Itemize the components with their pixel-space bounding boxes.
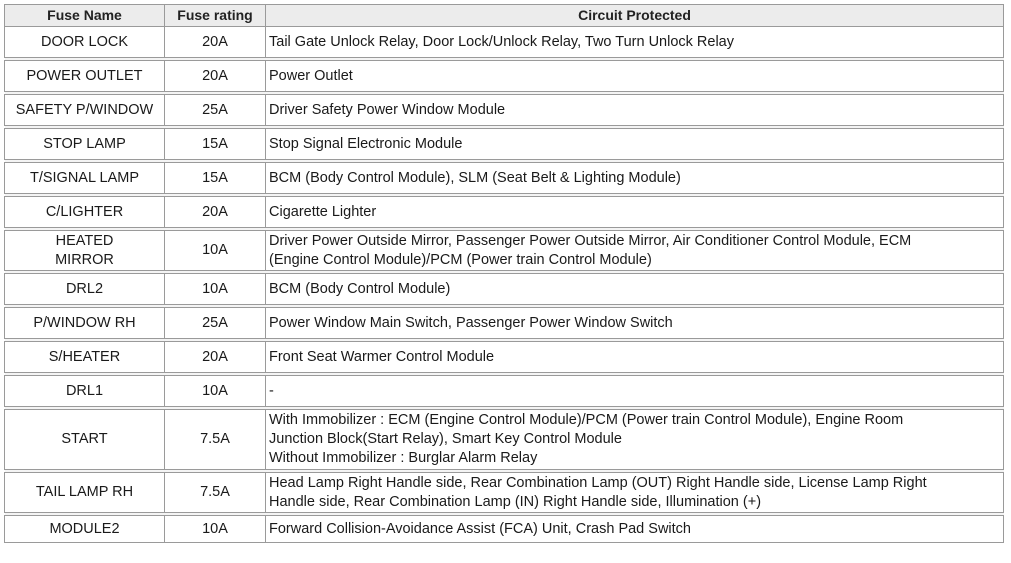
fuse-name-cell	[5, 95, 165, 126]
table-body	[5, 27, 1004, 543]
circuit-line-text: Power Outlet	[269, 67, 353, 84]
circuit-line-text: Stop Signal Electronic Module	[269, 135, 463, 152]
table-row	[5, 274, 1004, 305]
circuit-line-text: Driver Safety Power Window Module	[269, 101, 506, 118]
table-row	[5, 197, 1004, 228]
circuit-protected-cell	[266, 163, 1004, 194]
fuse-rating-cell: 25A	[165, 95, 266, 126]
table-row	[5, 376, 1004, 407]
header-circuit-protected: Circuit Protected	[266, 5, 1004, 27]
fuse-name-text: S/HEATER	[48, 348, 121, 365]
fuse-rating-cell: 20A	[165, 27, 266, 58]
fuse-name-cell	[5, 129, 165, 160]
circuit-line-text: Cigarette Lighter	[269, 203, 377, 220]
circuit-protected-cell	[266, 95, 1004, 126]
fuse-name-cell	[5, 197, 165, 228]
fuse-rating-cell: 20A	[165, 197, 266, 228]
fuse-name-text: T/SIGNAL LAMP	[29, 169, 140, 186]
fuse-name-cell	[5, 376, 165, 407]
circuit-line-text: Power Window Main Switch, Passenger Power Window Switch	[269, 314, 673, 331]
fuse-rating-cell: 10A	[165, 376, 266, 407]
table-row	[5, 61, 1004, 92]
circuit-protected-cell	[266, 516, 1004, 543]
header-fuse-name: Fuse Name	[5, 5, 165, 27]
circuit-line-text: Junction Block(Start Relay), Smart Key Control Module	[269, 431, 622, 447]
circuit-protected-cell	[266, 197, 1004, 228]
fuse-name-text: TAIL LAMP RH	[35, 484, 134, 500]
fuse-name-cell	[5, 308, 165, 339]
circuit-line-text: Handle side, Rear Combination Lamp (IN) Right Handle side, Illumination (+)	[269, 493, 762, 510]
fuse-rating-cell: 10A	[165, 274, 266, 305]
fuse-name-text: POWER OUTLET	[26, 67, 143, 84]
table-row	[5, 27, 1004, 58]
fuse-name-cell	[5, 410, 165, 470]
table-row	[5, 473, 1004, 513]
fuse-name-text: STOP LAMP	[43, 135, 126, 152]
header-row	[5, 5, 1004, 27]
circuit-protected-cell	[266, 376, 1004, 407]
circuit-line-text: Driver Power Outside Mirror, Passenger Power Outside Mirror, Air Conditioner Control Module, ECM	[269, 232, 912, 249]
table-row	[5, 342, 1004, 373]
circuit-protected-cell	[266, 27, 1004, 58]
circuit-line-text: Without Immobilizer : Burglar Alarm Relay	[269, 450, 538, 466]
circuit-line-text: Forward Collision-Avoidance Assist (FCA) Unit, Crash Pad Switch	[269, 520, 691, 537]
fuse-name-cell	[5, 473, 165, 513]
circuit-protected-cell	[266, 410, 1004, 470]
header-fuse-rating: Fuse rating	[165, 5, 266, 27]
table-row	[5, 163, 1004, 194]
fuse-name-text: START	[61, 431, 108, 447]
fuse-name-cell	[5, 274, 165, 305]
fuse-rating-cell: 7.5A	[165, 473, 266, 513]
fuse-name-cell	[5, 231, 165, 271]
table-header	[5, 5, 1004, 27]
circuit-protected-cell	[266, 61, 1004, 92]
circuit-line-text: Tail Gate Unlock Relay, Door Lock/Unlock Relay, Two Turn Unlock Relay	[269, 33, 734, 50]
table-row	[5, 129, 1004, 160]
circuit-protected-cell	[266, 308, 1004, 339]
fuse-name-cell	[5, 61, 165, 92]
circuit-protected-cell	[266, 129, 1004, 160]
fuse-rating-cell: 15A	[165, 163, 266, 194]
circuit-protected-cell	[266, 342, 1004, 373]
circuit-line-text: Head Lamp Right Handle side, Rear Combination Lamp (OUT) Right Handle side, License Lamp Right	[269, 474, 927, 491]
circuit-protected-cell	[266, 274, 1004, 305]
fuse-rating-cell: 15A	[165, 129, 266, 160]
circuit-protected-cell	[266, 473, 1004, 513]
circuit-line-text: BCM (Body Control Module)	[269, 280, 451, 297]
fuse-name-text: P/WINDOW RH	[33, 314, 136, 331]
fuse-rating-cell: 10A	[165, 516, 266, 543]
circuit-line-text: With Immobilizer : ECM (Engine Control Module)/PCM (Power train Control Module), Engine Room	[269, 412, 904, 428]
table-row	[5, 410, 1004, 470]
fuse-rating-cell: 20A	[165, 342, 266, 373]
fuse-name-cell	[5, 342, 165, 373]
fuse-name-cell	[5, 516, 165, 543]
fuse-rating-cell: 25A	[165, 308, 266, 339]
fuse-name-text: HEATED	[55, 232, 114, 249]
fuse-name-text: MIRROR	[55, 251, 114, 268]
fuse-rating-cell: 7.5A	[165, 410, 266, 470]
fuse-rating-cell: 20A	[165, 61, 266, 92]
table-row	[5, 516, 1004, 543]
fuse-name-cell	[5, 163, 165, 194]
table-row	[5, 95, 1004, 126]
fuse-name-text: MODULE2	[49, 520, 120, 537]
fuse-name-text: C/LIGHTER	[45, 203, 124, 220]
circuit-line-text: -	[269, 382, 274, 399]
circuit-protected-cell	[266, 231, 1004, 271]
fuse-name-cell	[5, 27, 165, 58]
fuse-rating-cell: 10A	[165, 231, 266, 271]
circuit-line-text: Front Seat Warmer Control Module	[269, 348, 495, 365]
circuit-line-text: BCM (Body Control Module), SLM (Seat Belt & Lighting Module)	[269, 169, 681, 186]
table-row	[5, 308, 1004, 339]
fuse-name-text: DRL2	[65, 280, 104, 297]
fuse-name-text: DRL1	[65, 382, 104, 399]
table-row	[5, 231, 1004, 271]
fuse-name-text: SAFETY P/WINDOW	[15, 101, 154, 118]
fuse-name-text: DOOR LOCK	[40, 33, 128, 50]
circuit-line-text: (Engine Control Module)/PCM (Power train Control Module)	[269, 251, 652, 268]
fuse-table	[4, 4, 1004, 543]
